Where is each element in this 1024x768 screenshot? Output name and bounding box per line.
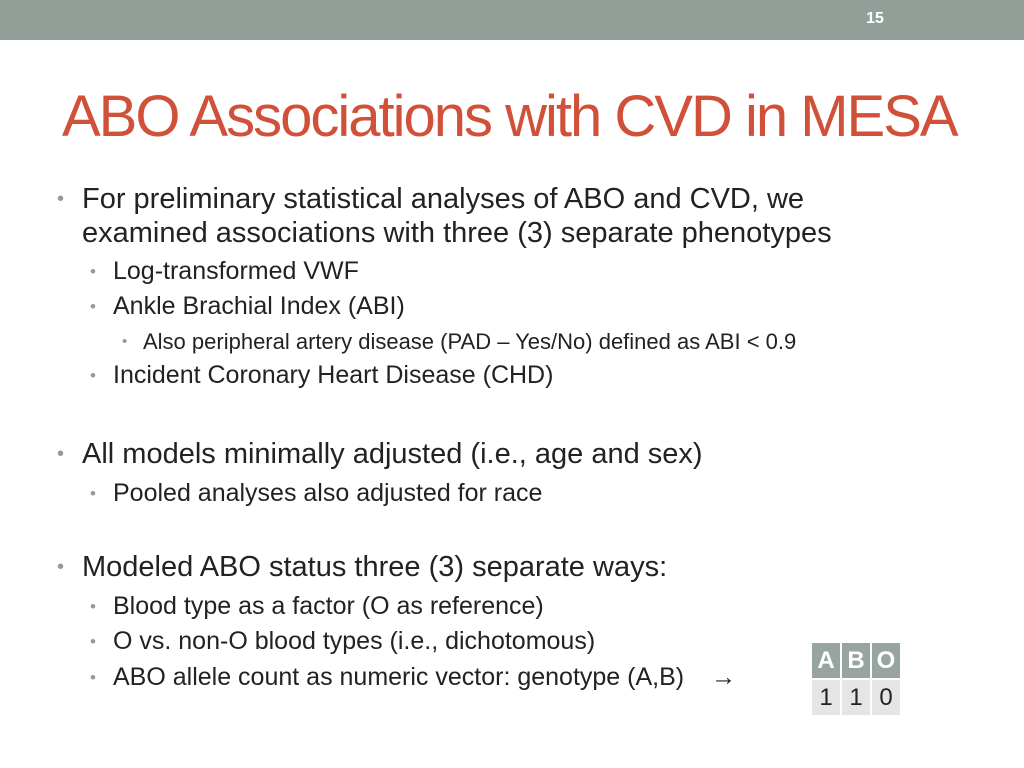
- abo-header-o: O: [872, 643, 900, 678]
- abo-header-a: A: [812, 643, 840, 678]
- bullet-o-vs-non-o: [90, 627, 596, 656]
- bullet-abi: [90, 292, 405, 321]
- bullet-text: Blood type as a factor (O as reference): [113, 592, 544, 620]
- bullet-text: O vs. non-O blood types (i.e., dichotomous): [113, 627, 596, 655]
- abo-table-value-row: [812, 680, 900, 715]
- bullet-dot: •: [90, 597, 96, 616]
- right-arrow-icon: →: [711, 663, 737, 691]
- abo-header-b: B: [842, 643, 870, 678]
- bullet-blood-type-factor: [90, 592, 544, 621]
- bullet-pooled-race: [90, 479, 543, 508]
- bullet-pad: [122, 329, 797, 354]
- bullet-dot: •: [57, 443, 65, 465]
- bullet-dot: •: [90, 484, 96, 503]
- bullet-dot: •: [90, 366, 96, 385]
- bullet-text: ABO allele count as numeric vector: genotype (A,B): [113, 663, 685, 691]
- bullet-phenotypes-continued: [82, 217, 832, 250]
- abo-value-o: 0: [872, 680, 900, 715]
- slide-number: 15: [866, 10, 884, 27]
- bullet-dot: •: [90, 297, 96, 316]
- bullet-dot: •: [122, 333, 128, 350]
- bullet-dot: •: [90, 632, 96, 651]
- bullet-text: For preliminary statistical analyses of ABO and CVD, we: [82, 183, 805, 215]
- bullet-models-adjusted: [57, 438, 703, 471]
- slide-title: ABO Associations with CVD in MESA: [62, 84, 957, 149]
- bullet-phenotypes: [57, 183, 805, 216]
- abo-table-header-row: [812, 643, 900, 678]
- bullet-text: Incident Coronary Heart Disease (CHD): [113, 361, 554, 389]
- bullet-dot: •: [57, 556, 65, 578]
- bullet-text: Log-transformed VWF: [113, 257, 359, 285]
- bullet-text: All models minimally adjusted (i.e., age and sex): [82, 438, 703, 470]
- bullet-text: examined associations with three (3) separate phenotypes: [82, 217, 832, 249]
- abo-value-a: 1: [812, 680, 840, 715]
- abo-value-b: 1: [842, 680, 870, 715]
- bullet-abo-status: [57, 551, 668, 584]
- abo-genotype-table: [810, 641, 902, 717]
- bullet-log-vwf: [90, 257, 359, 286]
- bullet-dot: •: [90, 668, 96, 687]
- bullet-dot: •: [57, 188, 65, 210]
- bullet-text: Pooled analyses also adjusted for race: [113, 479, 543, 507]
- bullet-allele-count: [90, 663, 737, 692]
- bullet-text: Also peripheral artery disease (PAD – Yes/No) defined as ABI < 0.9: [143, 329, 797, 354]
- bullet-dot: •: [90, 262, 96, 281]
- bullet-text: Modeled ABO status three (3) separate ways:: [82, 551, 668, 583]
- bullet-text: Ankle Brachial Index (ABI): [113, 292, 405, 320]
- bullet-chd: [90, 361, 554, 390]
